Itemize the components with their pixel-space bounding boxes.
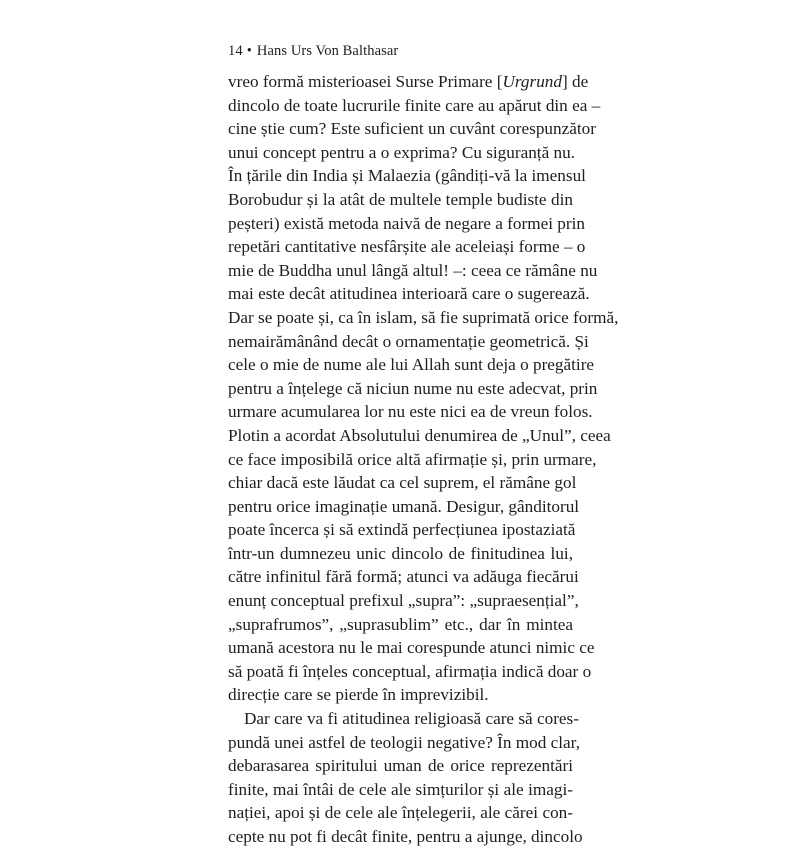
text-line: pundă unei astfel de teologii negative? În mod clar, <box>228 732 581 752</box>
text-line: pentru orice imaginație umană. Desigur, gânditorul <box>228 496 580 516</box>
text-line: dincolo de toate lucrurile finite care au apărut din ea – <box>228 95 601 115</box>
text-line: chiar dacă este lăudat ca cel suprem, el rămâne gol <box>228 473 577 493</box>
text-line: direcție care se pierde în imprevizibil. <box>228 685 489 705</box>
text-line: „suprafrumos”, „suprasublim” etc., dar în mintea <box>228 614 573 634</box>
text-line: cele o mie de nume ale lui Allah sunt deja o pregătire <box>228 355 595 375</box>
text-line: repetări cantitative nesfârșite ale aceleiași forme – o <box>228 237 586 257</box>
text-line: nemairămânând decât o ornamentație geometrică. Și <box>228 331 589 351</box>
text-line: nației, apoi și de cele ale înțelegerii, ale cărei con- <box>228 803 573 823</box>
page-number: 14 <box>228 43 243 59</box>
text-line: mai este decât atitudinea interioară care o sugerează. <box>228 284 590 304</box>
running-head <box>228 43 398 60</box>
text-line: într-un dumnezeu unic dincolo de finitudinea lui, <box>228 543 573 563</box>
text-line: Dar care va fi atitudinea religioasă care să cores- <box>244 709 579 729</box>
running-head-author: Hans Urs Von Balthasar <box>256 43 399 59</box>
text-line: cepte nu pot fi decât finite, pentru a ajunge, dincolo <box>228 827 583 846</box>
text-line: poate încerca și să extindă perfecțiunea ipostaziată <box>228 520 576 540</box>
text-line: Dar se poate și, ca în islam, să fie suprimată orice formă, <box>228 307 619 327</box>
text-line: către infinitul fără formă; atunci va adăuga fiecărui <box>228 567 579 587</box>
text-line: peșteri) există metoda naivă de negare a formei prin <box>228 213 585 233</box>
text-line: cine știe cum? Este suficient un cuvânt corespunzător <box>228 119 596 139</box>
text-line: vreo formă misterioasei Surse Primare [Urgrund] de <box>228 72 589 91</box>
text-line: enunț conceptual prefixul „supra”: „supraesențial”, <box>228 591 579 611</box>
text-line: debarasarea spiritului uman de orice reprezentări <box>228 756 573 776</box>
text-line: să poată fi înțeles conceptual, afirmația indică doar o <box>228 661 592 681</box>
text-line: ce face imposibilă orice altă afirmație și, prin urmare, <box>228 449 597 469</box>
body-text <box>228 70 619 849</box>
text-line: finite, mai întâi de cele ale simțurilor și ale imagi- <box>228 779 573 799</box>
text-line: umană acestora nu le mai corespunde atunci nimic ce <box>228 638 595 658</box>
text-line: pentru a înțelege că niciun nume nu este adecvat, prin <box>228 378 598 398</box>
text-line: Borobudur și la atât de multele temple budiste din <box>228 189 573 209</box>
text-line: În țările din India și Malaezia (gândiți-vă la imensul <box>228 166 586 186</box>
text-line: unui concept pentru a o exprima? Cu siguranță nu. <box>228 142 575 162</box>
separator-bullet: • <box>246 43 252 59</box>
text-line: urmare acumularea lor nu este nici ea de vreun folos. <box>228 402 593 422</box>
text-line: Plotin a acordat Absolutului denumirea de „Unul”, ceea <box>228 425 611 445</box>
text-line: mie de Buddha unul lângă altul! –: ceea ce rămâne nu <box>228 260 598 280</box>
italic-term: Urgrund <box>502 72 562 91</box>
